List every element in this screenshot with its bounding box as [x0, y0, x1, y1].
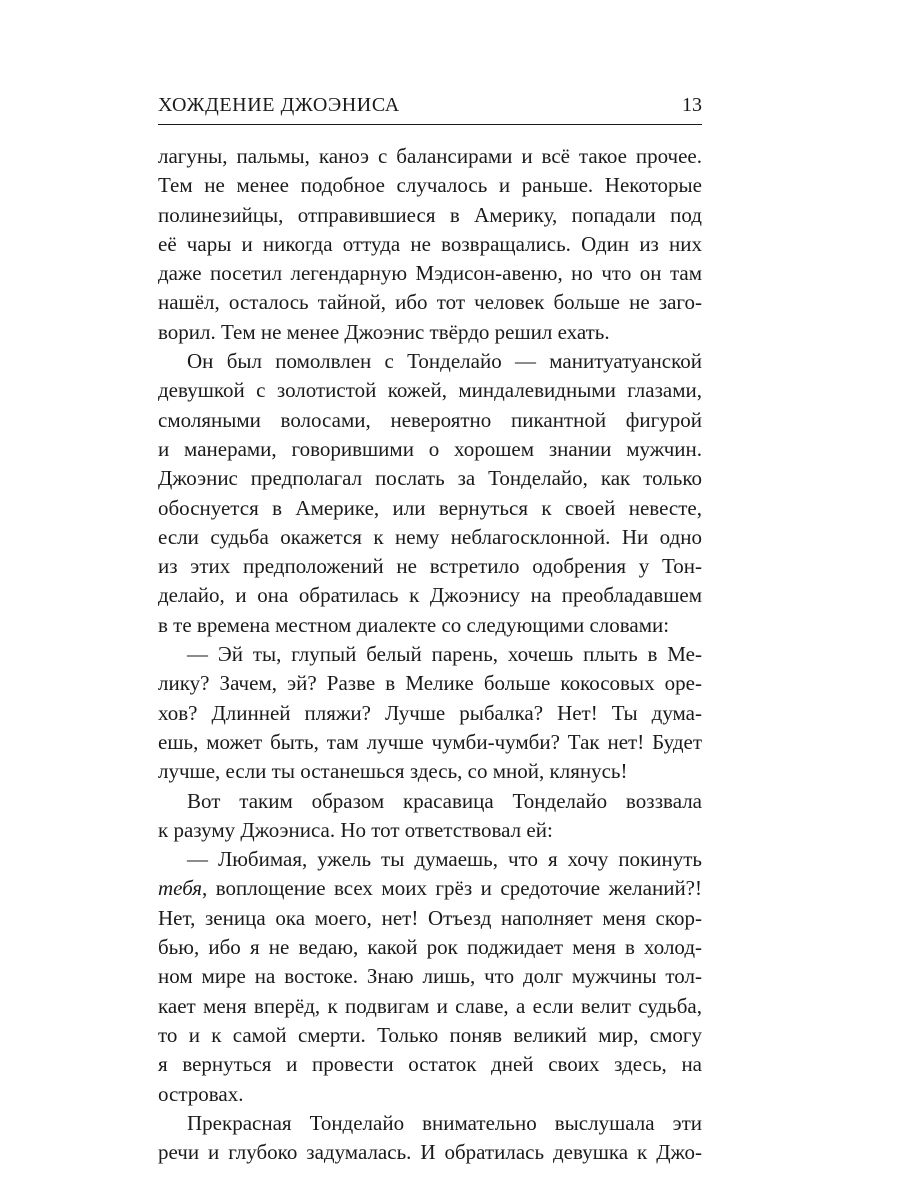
text-line: Нет, зеница ока моего, нет! Отъезд наполняет меня скор-: [158, 905, 702, 930]
text-line: из этих предположений не встретило одобрения у Тон-: [158, 554, 702, 579]
text-line: лучше, если ты останешься здесь, со мной, клянусь!: [158, 759, 628, 784]
text-line: лику? Зачем, эй? Разве в Мелике больше кокосовых оре-: [158, 671, 702, 696]
text-line: — Любимая, ужель ты думаешь, что я хочу покинуть: [187, 847, 702, 872]
body-text: [158, 142, 702, 1167]
text-line: Джоэнис предполагал послать за Тонделайо, как только: [158, 466, 702, 491]
text-line: полинезийцы, отправившиеся в Америку, попадали под: [158, 202, 702, 227]
text-line: кает меня вперёд, к подвигам и славе, а если велит судьба,: [158, 993, 702, 1018]
page-number: 13: [682, 94, 702, 116]
text-line-with-italic: [158, 874, 702, 903]
text-line: — Эй ты, глупый белый парень, хочешь плыть в Ме-: [187, 642, 702, 667]
text-line: лагуны, пальмы, каноэ с балансирами и всё такое прочее.: [158, 144, 702, 168]
text-line: хов? Длинней пляжи? Лучше рыбалка? Нет! Ты дума-: [158, 700, 702, 725]
text-line: её чары и никогда оттуда не возвращались. Один из них: [158, 231, 702, 256]
text-line: я вернуться и провести остаток дней своих здесь, на: [158, 1052, 702, 1077]
text-line: Прекрасная Тонделайо внимательно выслушала эти: [187, 1110, 702, 1135]
text-line: если судьба окажется к нему неблагосклонной. Ни одно: [158, 524, 702, 549]
text-line: ворил. Тем не менее Джоэнис твёрдо решил ехать.: [158, 319, 610, 344]
text-line: в те времена местном диалекте со следующими словами:: [158, 612, 670, 637]
text-line: островах.: [158, 1081, 244, 1106]
text-line: то и к самой смерти. Только поняв великий мир, смогу: [158, 1022, 702, 1047]
text-line: бью, ибо я не ведаю, какой рок поджидает меня в холод-: [158, 935, 702, 960]
running-header: [158, 94, 702, 125]
text-line: Вот таким образом красавица Тонделайо воззвала: [187, 788, 702, 813]
running-title: ХОЖДЕНИЕ ДЖОЭНИСА: [158, 94, 400, 116]
text-line: делайо, и она обратилась к Джоэнису на преобладавшем: [158, 583, 702, 608]
text-line: даже посетил легендарную Мэдисон-авеню, но что он там: [158, 261, 702, 286]
italic-word: тебя: [158, 876, 203, 901]
text-line: Тем не менее подобное случалось и раньше. Некоторые: [158, 173, 702, 198]
text-line: нашёл, осталось тайной, ибо тот человек больше не заго-: [158, 290, 702, 315]
text-line: речи и глубоко задумалась. И обратилась девушка к Джо-: [158, 1140, 702, 1165]
text-line: и манерами, говорившими о хорошем знании мужчин.: [158, 436, 702, 461]
text-line: к разуму Джоэниса. Но тот ответствовал ей:: [158, 817, 553, 842]
text-line: ном мире на востоке. Знаю лишь, что долг мужчины тол-: [158, 964, 702, 989]
text-line: смоляными волосами, невероятно пикантной фигурой: [158, 407, 702, 432]
text-line: Он был помолвлен с Тонделайо — манитуатуанской: [187, 349, 702, 374]
text-line: ешь, может быть, там лучше чумби-чумби? Так нет! Будет: [158, 729, 702, 754]
text-segment: , воплощение всех моих грёз и средоточие желаний?!: [202, 876, 702, 901]
text-line: девушкой с золотистой кожей, миндалевидными глазами,: [158, 378, 702, 403]
text-line: обоснуется в Америке, или вернуться к своей невесте,: [158, 495, 702, 520]
